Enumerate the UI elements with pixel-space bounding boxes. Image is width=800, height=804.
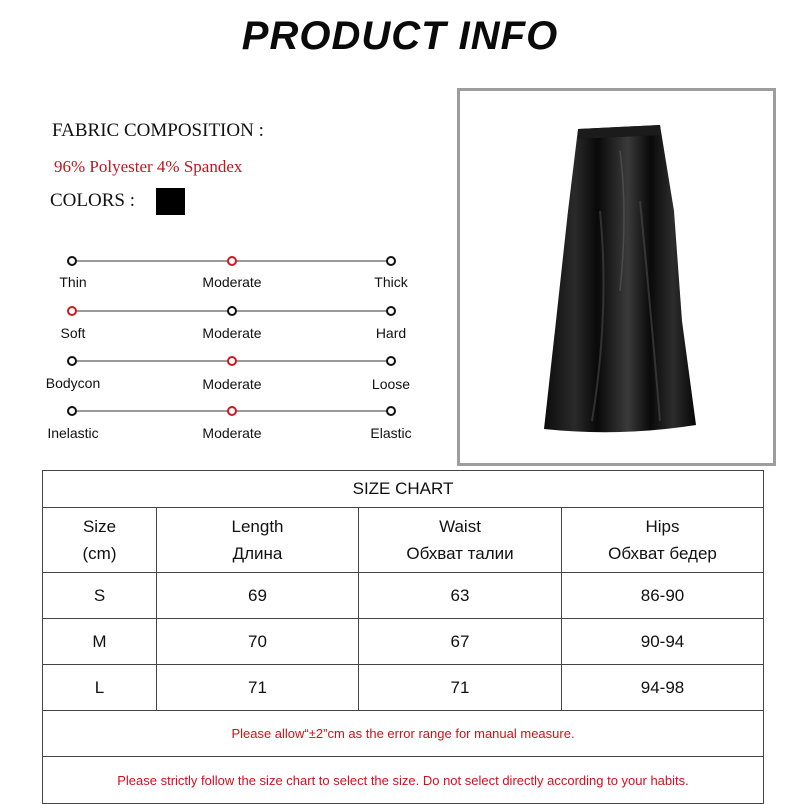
scale-dot-moderate	[227, 306, 237, 316]
header-waist	[359, 508, 562, 573]
scale-label-elastic: Elastic	[370, 425, 412, 441]
page-title: PRODUCT INFO	[241, 14, 559, 58]
scale-dot-bodycon	[67, 356, 77, 366]
scale-label-soft: Soft	[60, 325, 86, 341]
fabric-composition-value: 96% Polyester 4% Spandex	[54, 157, 243, 176]
scale-label-moderate: Moderate	[202, 425, 262, 441]
header-length-line2: Длина	[232, 544, 283, 563]
header-size	[43, 508, 157, 573]
header-hips-line1: Hips	[645, 517, 680, 536]
scale-label-moderate: Moderate	[202, 325, 262, 341]
color-swatch-black[interactable]	[156, 188, 185, 215]
scale-dot-hard	[386, 306, 396, 316]
header-length-line1: Length	[231, 517, 284, 536]
scale-dot-moderate-selected	[227, 256, 237, 266]
header-hips-line2: Обхват бедер	[608, 544, 717, 563]
scale-dot-inelastic	[67, 406, 77, 416]
softness-scale	[72, 305, 392, 317]
thickness-scale	[72, 255, 392, 267]
satin-skirt-image	[460, 91, 773, 463]
header-waist-line1: Waist	[439, 517, 481, 536]
size-selection-note: Please strictly follow the size chart to select the size. Do not select directly according to your habits.	[43, 757, 764, 804]
header-hips	[562, 508, 764, 573]
scale-dot-thick	[386, 256, 396, 266]
header-waist-line2: Обхват талии	[406, 544, 514, 563]
cell-waist: 67	[359, 619, 562, 665]
product-image-frame	[457, 88, 776, 466]
header-size-line1: Size	[82, 517, 117, 536]
header-size-line2: (cm)	[82, 544, 117, 563]
table-row	[43, 573, 764, 619]
colors-label: COLORS :	[50, 190, 135, 211]
fit-scale	[72, 355, 392, 367]
size-chart-table	[42, 470, 764, 804]
scale-label-inelastic: Inelastic	[47, 425, 99, 441]
cell-length: 70	[157, 619, 359, 665]
cell-size: S	[43, 573, 157, 619]
scale-label-moderate: Moderate	[202, 376, 262, 392]
scale-label-loose: Loose	[371, 376, 411, 392]
scale-label-moderate: Moderate	[202, 274, 262, 290]
scale-label-thick: Thick	[374, 274, 408, 290]
cell-size: M	[43, 619, 157, 665]
scale-dot-thin	[67, 256, 77, 266]
scale-label-bodycon: Bodycon	[45, 375, 101, 391]
table-row	[43, 619, 764, 665]
scale-dot-moderate-selected	[227, 406, 237, 416]
table-row	[43, 665, 764, 711]
cell-length: 71	[157, 665, 359, 711]
scale-label-thin: Thin	[59, 274, 87, 290]
cell-size: L	[43, 665, 157, 711]
measurement-error-note: Please allow“±2”cm as the error range for manual measure.	[43, 711, 764, 757]
cell-hips: 86-90	[562, 573, 764, 619]
cell-hips: 94-98	[562, 665, 764, 711]
cell-length: 69	[157, 573, 359, 619]
elasticity-scale	[72, 405, 392, 417]
cell-waist: 71	[359, 665, 562, 711]
header-length	[157, 508, 359, 573]
scale-dot-elastic	[386, 406, 396, 416]
size-chart-title: SIZE CHART	[43, 471, 764, 508]
scale-dot-soft-selected	[67, 306, 77, 316]
fabric-composition-label: FABRIC COMPOSITION :	[52, 120, 264, 141]
scale-dot-moderate-selected	[227, 356, 237, 366]
cell-waist: 63	[359, 573, 562, 619]
scale-label-hard: Hard	[375, 325, 407, 341]
scale-dot-loose	[386, 356, 396, 366]
cell-hips: 90-94	[562, 619, 764, 665]
